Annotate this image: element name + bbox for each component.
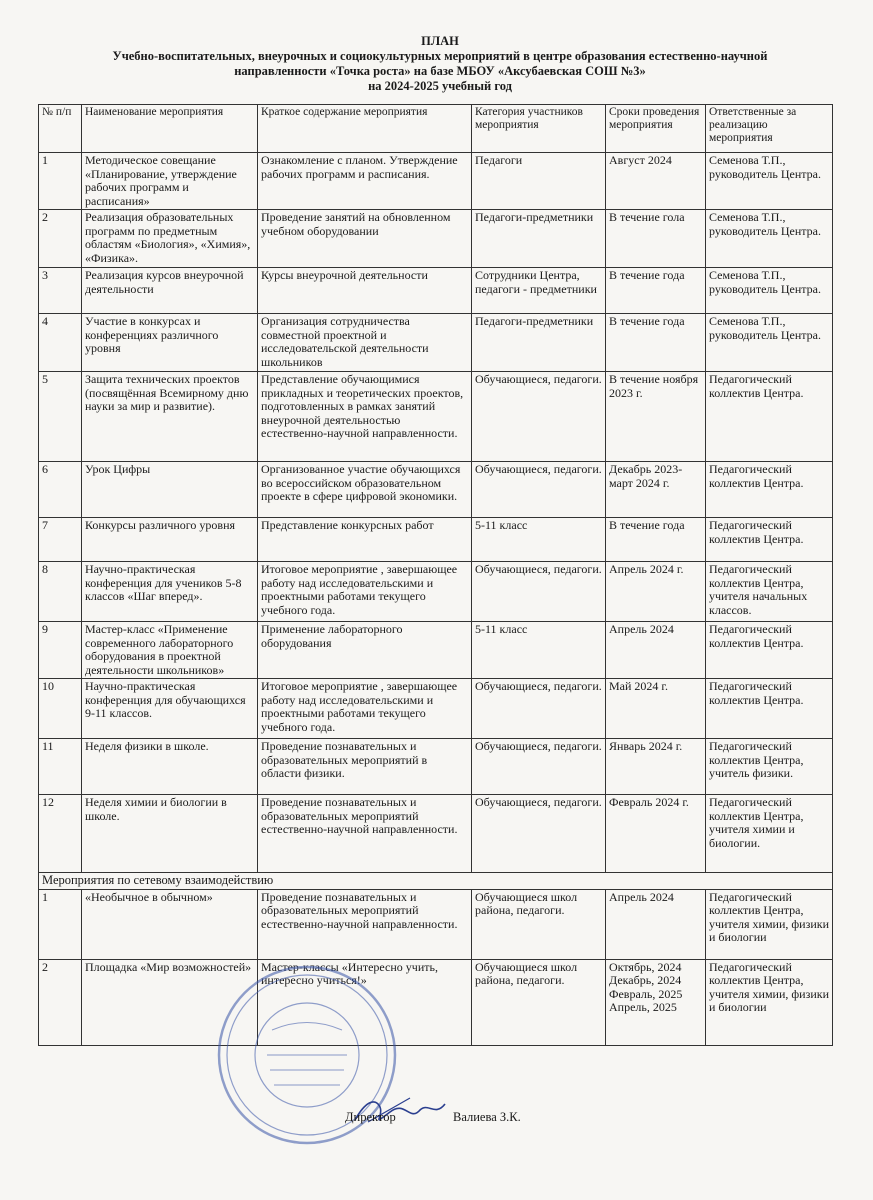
participants: Педагоги	[472, 153, 606, 210]
event-name: Реализация образовательных программ по предметным областям «Биология», «Химия», «Физика».	[82, 210, 258, 268]
table-row	[39, 372, 833, 462]
event-name: Защита технических проектов (посвящённая Всемирному дню науки за мир и развитие).	[82, 372, 258, 462]
term: Август 2024	[606, 153, 706, 210]
table-row	[39, 153, 833, 210]
participants: Обучающиеся, педагоги.	[472, 795, 606, 873]
participants: 5-11 класс	[472, 622, 606, 679]
event-name: «Необычное в обычном»	[82, 889, 258, 959]
term: В течение года	[606, 268, 706, 314]
event-name: Научно-практическая конференция для обучающихся 9-11 классов.	[82, 679, 258, 739]
row-number: 1	[39, 889, 82, 959]
term: Октябрь, 2024 Декабрь, 2024 Февраль, 2025 Апрель, 2025	[606, 959, 706, 1045]
participants: Обучающиеся, педагоги.	[472, 562, 606, 622]
responsible: Педагогический коллектив Центра.	[706, 372, 833, 462]
main-table-body	[39, 153, 833, 873]
header-row	[39, 105, 833, 153]
event-content: Итоговое мероприятие , завершающее работу над исследовательскими и проектными работами текущего учебного года.	[258, 679, 472, 739]
network-section	[39, 873, 833, 890]
event-content: Ознакомление с планом. Утверждение рабочих программ и расписания.	[258, 153, 472, 210]
responsible: Семенова Т.П., руководитель Центра.	[706, 314, 833, 372]
director-label: Директор	[345, 1110, 396, 1124]
participants: Педагоги-предметники	[472, 314, 606, 372]
term: Январь 2024 г.	[606, 739, 706, 795]
title: ПЛАН	[421, 34, 459, 48]
row-number: 2	[39, 959, 82, 1045]
row-number: 6	[39, 462, 82, 518]
row-number: 7	[39, 518, 82, 562]
event-content: Проведение познавательных и образовательных мероприятий естественно-научной направленности.	[258, 889, 472, 959]
participants: Обучающиеся, педагоги.	[472, 679, 606, 739]
table-row	[39, 210, 833, 268]
term: Февраль 2024 г.	[606, 795, 706, 873]
responsible: Педагогический коллектив Центра.	[706, 622, 833, 679]
table-row	[39, 268, 833, 314]
responsible: Педагогический коллектив Центра, учителя химии, физики и биологии	[706, 959, 833, 1045]
responsible: Педагогический коллектив Центра.	[706, 462, 833, 518]
row-number: 2	[39, 210, 82, 268]
event-name: Конкурсы различного уровня	[82, 518, 258, 562]
term: В течение ноября 2023 г.	[606, 372, 706, 462]
responsible: Педагогический коллектив Центра.	[706, 679, 833, 739]
col-header-content: Краткое содержание мероприятия	[258, 105, 472, 153]
participants: Обучающиеся школ района, педагоги.	[472, 889, 606, 959]
term: Апрель 2024	[606, 889, 706, 959]
network-table-body	[39, 889, 833, 1045]
table-row	[39, 622, 833, 679]
event-name: Неделя физики в школе.	[82, 739, 258, 795]
term: В течение года	[606, 314, 706, 372]
responsible: Педагогический коллектив Центра, учителя химии, физики и биологии	[706, 889, 833, 959]
row-number: 3	[39, 268, 82, 314]
event-content: Курсы внеурочной деятельности	[258, 268, 472, 314]
event-content: Организованное участие обучающихся во всероссийском образовательном проекте в сфере цифровой экономики.	[258, 462, 472, 518]
responsible: Семенова Т.П., руководитель Центра.	[706, 268, 833, 314]
event-content: Применение лабораторного оборудования	[258, 622, 472, 679]
table-row	[39, 314, 833, 372]
table-row	[39, 889, 833, 959]
event-content: Проведение занятий на обновленном учебном оборудовании	[258, 210, 472, 268]
event-content: Представление конкурсных работ	[258, 518, 472, 562]
event-name: Реализация курсов внеурочной деятельности	[82, 268, 258, 314]
row-number: 10	[39, 679, 82, 739]
participants: 5-11 класс	[472, 518, 606, 562]
event-name: Мастер-класс «Применение современного лабораторного оборудования в проектной деятельности школьников»	[82, 622, 258, 679]
event-content: Проведение познавательных и образовательных мероприятий в области физики.	[258, 739, 472, 795]
event-name: Неделя химии и биологии в школе.	[82, 795, 258, 873]
event-content: Итоговое мероприятие , завершающее работу над исследовательскими и проектными работами текущего учебного года.	[258, 562, 472, 622]
participants: Обучающиеся, педагоги.	[472, 372, 606, 462]
director-name: Валиева З.К.	[453, 1110, 521, 1124]
table-row	[39, 462, 833, 518]
responsible: Семенова Т.П., руководитель Центра.	[706, 153, 833, 210]
event-name: Площадка «Мир возможностей»	[82, 959, 258, 1045]
responsible: Педагогический коллектив Центра, учителя химии и биологии.	[706, 795, 833, 873]
table-row	[39, 679, 833, 739]
row-number: 11	[39, 739, 82, 795]
col-header-number: № п/п	[39, 105, 82, 153]
row-number: 1	[39, 153, 82, 210]
responsible: Педагогический коллектив Центра.	[706, 518, 833, 562]
event-name: Урок Цифры	[82, 462, 258, 518]
participants: Обучающиеся, педагоги.	[472, 462, 606, 518]
section-title: Мероприятия по сетевому взаимодействию	[39, 873, 833, 890]
term: В течение года	[606, 518, 706, 562]
event-name: Участие в конкурсах и конференциях различного уровня	[82, 314, 258, 372]
term: Декабрь 2023-март 2024 г.	[606, 462, 706, 518]
term: Апрель 2024	[606, 622, 706, 679]
term: Апрель 2024 г.	[606, 562, 706, 622]
row-number: 8	[39, 562, 82, 622]
event-content: Представление обучающимися прикладных и теоретических проектов, подготовленных в рамках занятий внеурочной деятельностью естественно-научной направленности.	[258, 372, 472, 462]
responsible: Семенова Т.П., руководитель Центра.	[706, 210, 833, 268]
table-row	[39, 562, 833, 622]
term: Май 2024 г.	[606, 679, 706, 739]
participants: Обучающиеся, педагоги.	[472, 739, 606, 795]
event-content: Организация сотрудничества совместной проектной и исследовательской деятельности школьников	[258, 314, 472, 372]
subtitle-line-2: направленности «Точка роста» на базе МБОУ «Аксубаевская СОШ №3»	[234, 64, 646, 78]
document-header	[60, 34, 820, 94]
term: В течение гола	[606, 210, 706, 268]
col-header-responsible: Ответственные за реализацию мероприятия	[706, 105, 833, 153]
row-number: 5	[39, 372, 82, 462]
table-row	[39, 959, 833, 1045]
plan-table	[38, 104, 833, 1046]
table-row	[39, 795, 833, 873]
col-header-category: Категория участников мероприятия	[472, 105, 606, 153]
table-row	[39, 739, 833, 795]
subtitle-line-1: Учебно-воспитательных, внеурочных и социокультурных мероприятий в центре образования естественно-научной	[112, 49, 768, 63]
row-number: 12	[39, 795, 82, 873]
event-name: Методическое совещание «Планирование, утверждение рабочих программ и расписания»	[82, 153, 258, 210]
row-number: 4	[39, 314, 82, 372]
event-content: Мастер-классы «Интересно учить, интересно учиться!»	[258, 959, 472, 1045]
subtitle-line-3: на 2024-2025 учебный год	[368, 79, 512, 93]
responsible: Педагогический коллектив Центра, учителя начальных классов.	[706, 562, 833, 622]
col-header-name: Наименование мероприятия	[82, 105, 258, 153]
table-row	[39, 518, 833, 562]
col-header-term: Сроки проведения мероприятия	[606, 105, 706, 153]
participants: Педагоги-предметники	[472, 210, 606, 268]
event-content: Проведение познавательных и образовательных мероприятий естественно-научной направленности.	[258, 795, 472, 873]
event-name: Научно-практическая конференция для учеников 5-8 классов «Шаг вперед».	[82, 562, 258, 622]
row-number: 9	[39, 622, 82, 679]
participants: Обучающиеся школ района, педагоги.	[472, 959, 606, 1045]
participants: Сотрудники Центра, педагоги - предметники	[472, 268, 606, 314]
responsible: Педагогический коллектив Центра, учитель физики.	[706, 739, 833, 795]
